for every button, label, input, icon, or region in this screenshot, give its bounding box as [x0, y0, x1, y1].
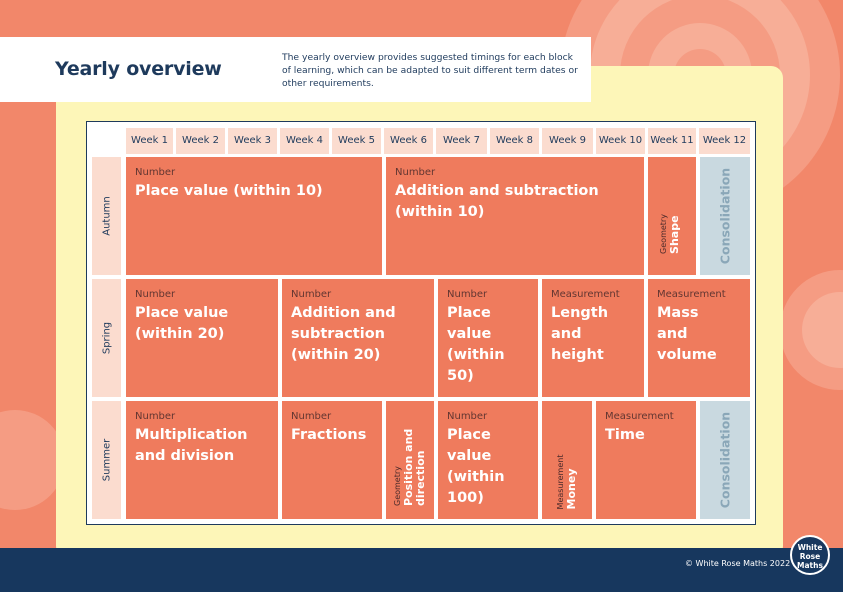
block-spring-place-value-50	[438, 279, 538, 397]
block-spring-addition-subtraction-20	[282, 279, 434, 397]
week-header-10: Week 10	[596, 128, 645, 154]
week-header-1: Week 1	[126, 128, 173, 154]
block-category: Number	[135, 289, 176, 300]
block-summer-position-direction	[386, 401, 434, 519]
block-title: Place value (within 10)	[135, 183, 323, 199]
week-header-11: Week 11	[648, 128, 696, 154]
block-autumn-place-value-10	[126, 157, 382, 275]
block-category: Number	[395, 167, 436, 178]
block-autumn-addition-subtraction-10	[386, 157, 644, 275]
block-category: Number	[135, 167, 176, 178]
term-label-spring	[92, 279, 121, 397]
block-title: Time	[605, 427, 645, 443]
block-title: Addition and subtraction (within 10)	[395, 183, 599, 220]
block-category: Measurement	[657, 289, 726, 300]
block-title: Place value (within 20)	[135, 305, 229, 342]
block-vertical-text	[556, 455, 578, 510]
block-category: Number	[291, 411, 332, 422]
term-label-text: Summer	[101, 438, 112, 482]
block-title: Fractions	[291, 427, 367, 443]
term-label-summer	[92, 401, 121, 519]
footer-bar	[0, 548, 843, 592]
logo-line: Maths	[797, 561, 823, 570]
block-category: Measurement	[605, 411, 674, 422]
week-header-2: Week 2	[176, 128, 225, 154]
block-title: Position and direction	[402, 428, 427, 506]
block-category: Geometry	[393, 466, 402, 506]
block-category: Number	[291, 289, 332, 300]
block-spring-length-height	[542, 279, 644, 397]
block-title: Length and height	[551, 305, 609, 363]
block-category: Number	[447, 289, 488, 300]
block-autumn-shape	[648, 157, 696, 275]
week-header-6: Week 6	[384, 128, 433, 154]
block-summer-consolidation	[700, 401, 750, 519]
page-title: Yearly overview	[55, 58, 222, 80]
block-category: Number	[135, 411, 176, 422]
block-vertical-text	[659, 214, 681, 254]
block-summer-time	[596, 401, 696, 519]
week-header-3: Week 3	[228, 128, 277, 154]
term-label-text: Autumn	[101, 196, 112, 236]
block-title: Shape	[668, 215, 681, 254]
block-category: Measurement	[551, 289, 620, 300]
logo-line: Rose	[799, 552, 821, 561]
block-summer-money	[542, 401, 592, 519]
week-header-5: Week 5	[332, 128, 381, 154]
week-header-12: Week 12	[699, 128, 750, 154]
block-title: Consolidation	[717, 167, 733, 265]
white-rose-maths-logo	[790, 535, 830, 575]
block-title: Money	[565, 468, 578, 510]
logo-line: White	[797, 543, 823, 552]
week-header-4: Week 4	[280, 128, 329, 154]
block-title: Mass and volume	[657, 305, 717, 363]
block-category: Geometry	[659, 214, 668, 254]
term-label-autumn	[92, 157, 121, 275]
block-spring-mass-volume	[648, 279, 750, 397]
intro-text: The yearly overview provides suggested timings for each block of learning, which can be adapted to suit different term dates or other requirements.	[282, 52, 578, 89]
block-title: Place value (within 100)	[447, 427, 505, 506]
block-title: Multiplication and division	[135, 427, 248, 464]
week-header-7: Week 7	[436, 128, 487, 154]
block-title: Place value (within 50)	[447, 305, 505, 384]
week-header-8: Week 8	[490, 128, 539, 154]
term-label-text: Spring	[101, 321, 112, 355]
week-header-9: Week 9	[542, 128, 593, 154]
copyright-text: © White Rose Maths 2022	[685, 559, 791, 568]
block-spring-place-value-20	[126, 279, 278, 397]
block-title: Consolidation	[717, 411, 733, 509]
block-summer-fractions	[282, 401, 382, 519]
block-category: Number	[447, 411, 488, 422]
block-summer-place-value-100	[438, 401, 538, 519]
block-vertical-text	[393, 426, 427, 506]
block-title: Addition and subtraction (within 20)	[291, 305, 396, 363]
block-summer-multiplication-division	[126, 401, 278, 519]
block-autumn-consolidation	[700, 157, 750, 275]
block-category: Measurement	[556, 454, 565, 510]
